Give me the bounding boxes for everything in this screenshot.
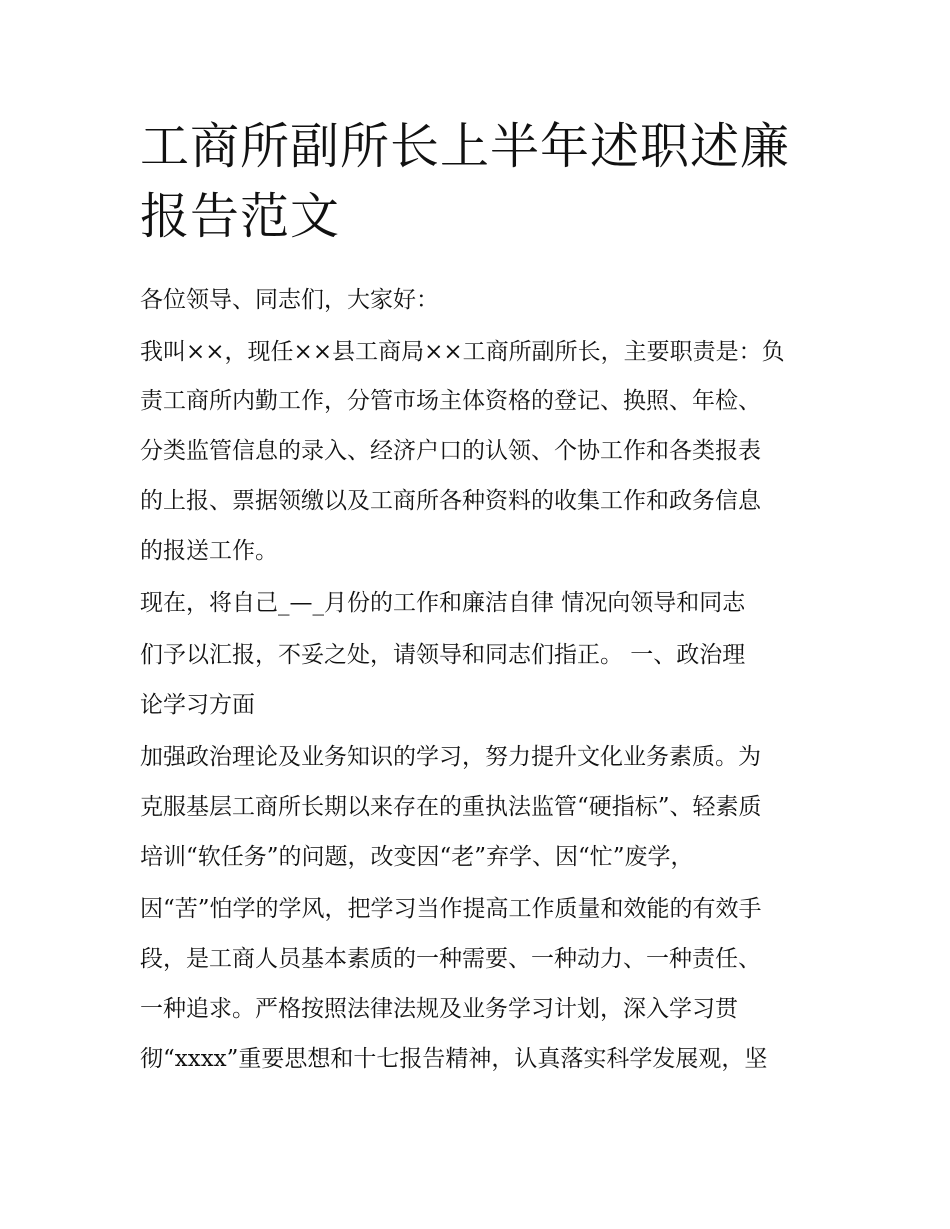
body-line: 一种追求。严格按照法律法规及业务学习计划，深入学习贯: [140, 996, 738, 1022]
body-line: 的报送工作。: [140, 538, 278, 564]
body-line: 论学习方面: [140, 692, 255, 718]
body-line: 们予以汇报，不妥之处，请领导和同志们指正。 一、政治理: [140, 642, 746, 668]
body-line: 现在，将自己_—_月份的工作和廉洁自律 情况向领导和同志: [140, 590, 746, 616]
body-line: 段，是工商人员基本素质的一种需要、一种动力、一种责任、: [140, 946, 761, 972]
body-line: 分类监管信息的录入、经济户口的认领、个协工作和各类报表: [140, 438, 761, 464]
body-line: 培训“软任务”的问题，改变因“老”弃学、因“忙”废学，: [140, 844, 694, 870]
body-line: 加强政治理论及业务知识的学习，努力提升文化业务素质。为: [140, 744, 761, 770]
document-title: [140, 112, 840, 252]
title-line-2: 报告范文: [140, 188, 341, 245]
body-line: 因“苦”怕学的学风，把学习当作提高工作质量和效能的有效手: [140, 896, 762, 922]
body-line: 克服基层工商所长期以来存在的重执法监管“硬指标”、轻素质: [140, 794, 762, 820]
body-line: 的上报、票据领缴以及工商所各种资料的收集工作和政务信息: [140, 488, 761, 514]
body-line: 各位领导、同志们，大家好：: [140, 287, 439, 313]
title-line-1: 工商所副所长上半年述职述廉: [140, 118, 791, 175]
body-line: 责工商所内勤工作，分管市场主体资格的登记、换照、年检、: [140, 388, 761, 414]
body-line: 彻“xxxx”重要思想和十七报告精神，认真落实科学发展观，坚: [140, 1046, 768, 1072]
body-line: 我叫××，现任××县工商局××工商所副所长，主要职责是：负: [140, 339, 785, 365]
